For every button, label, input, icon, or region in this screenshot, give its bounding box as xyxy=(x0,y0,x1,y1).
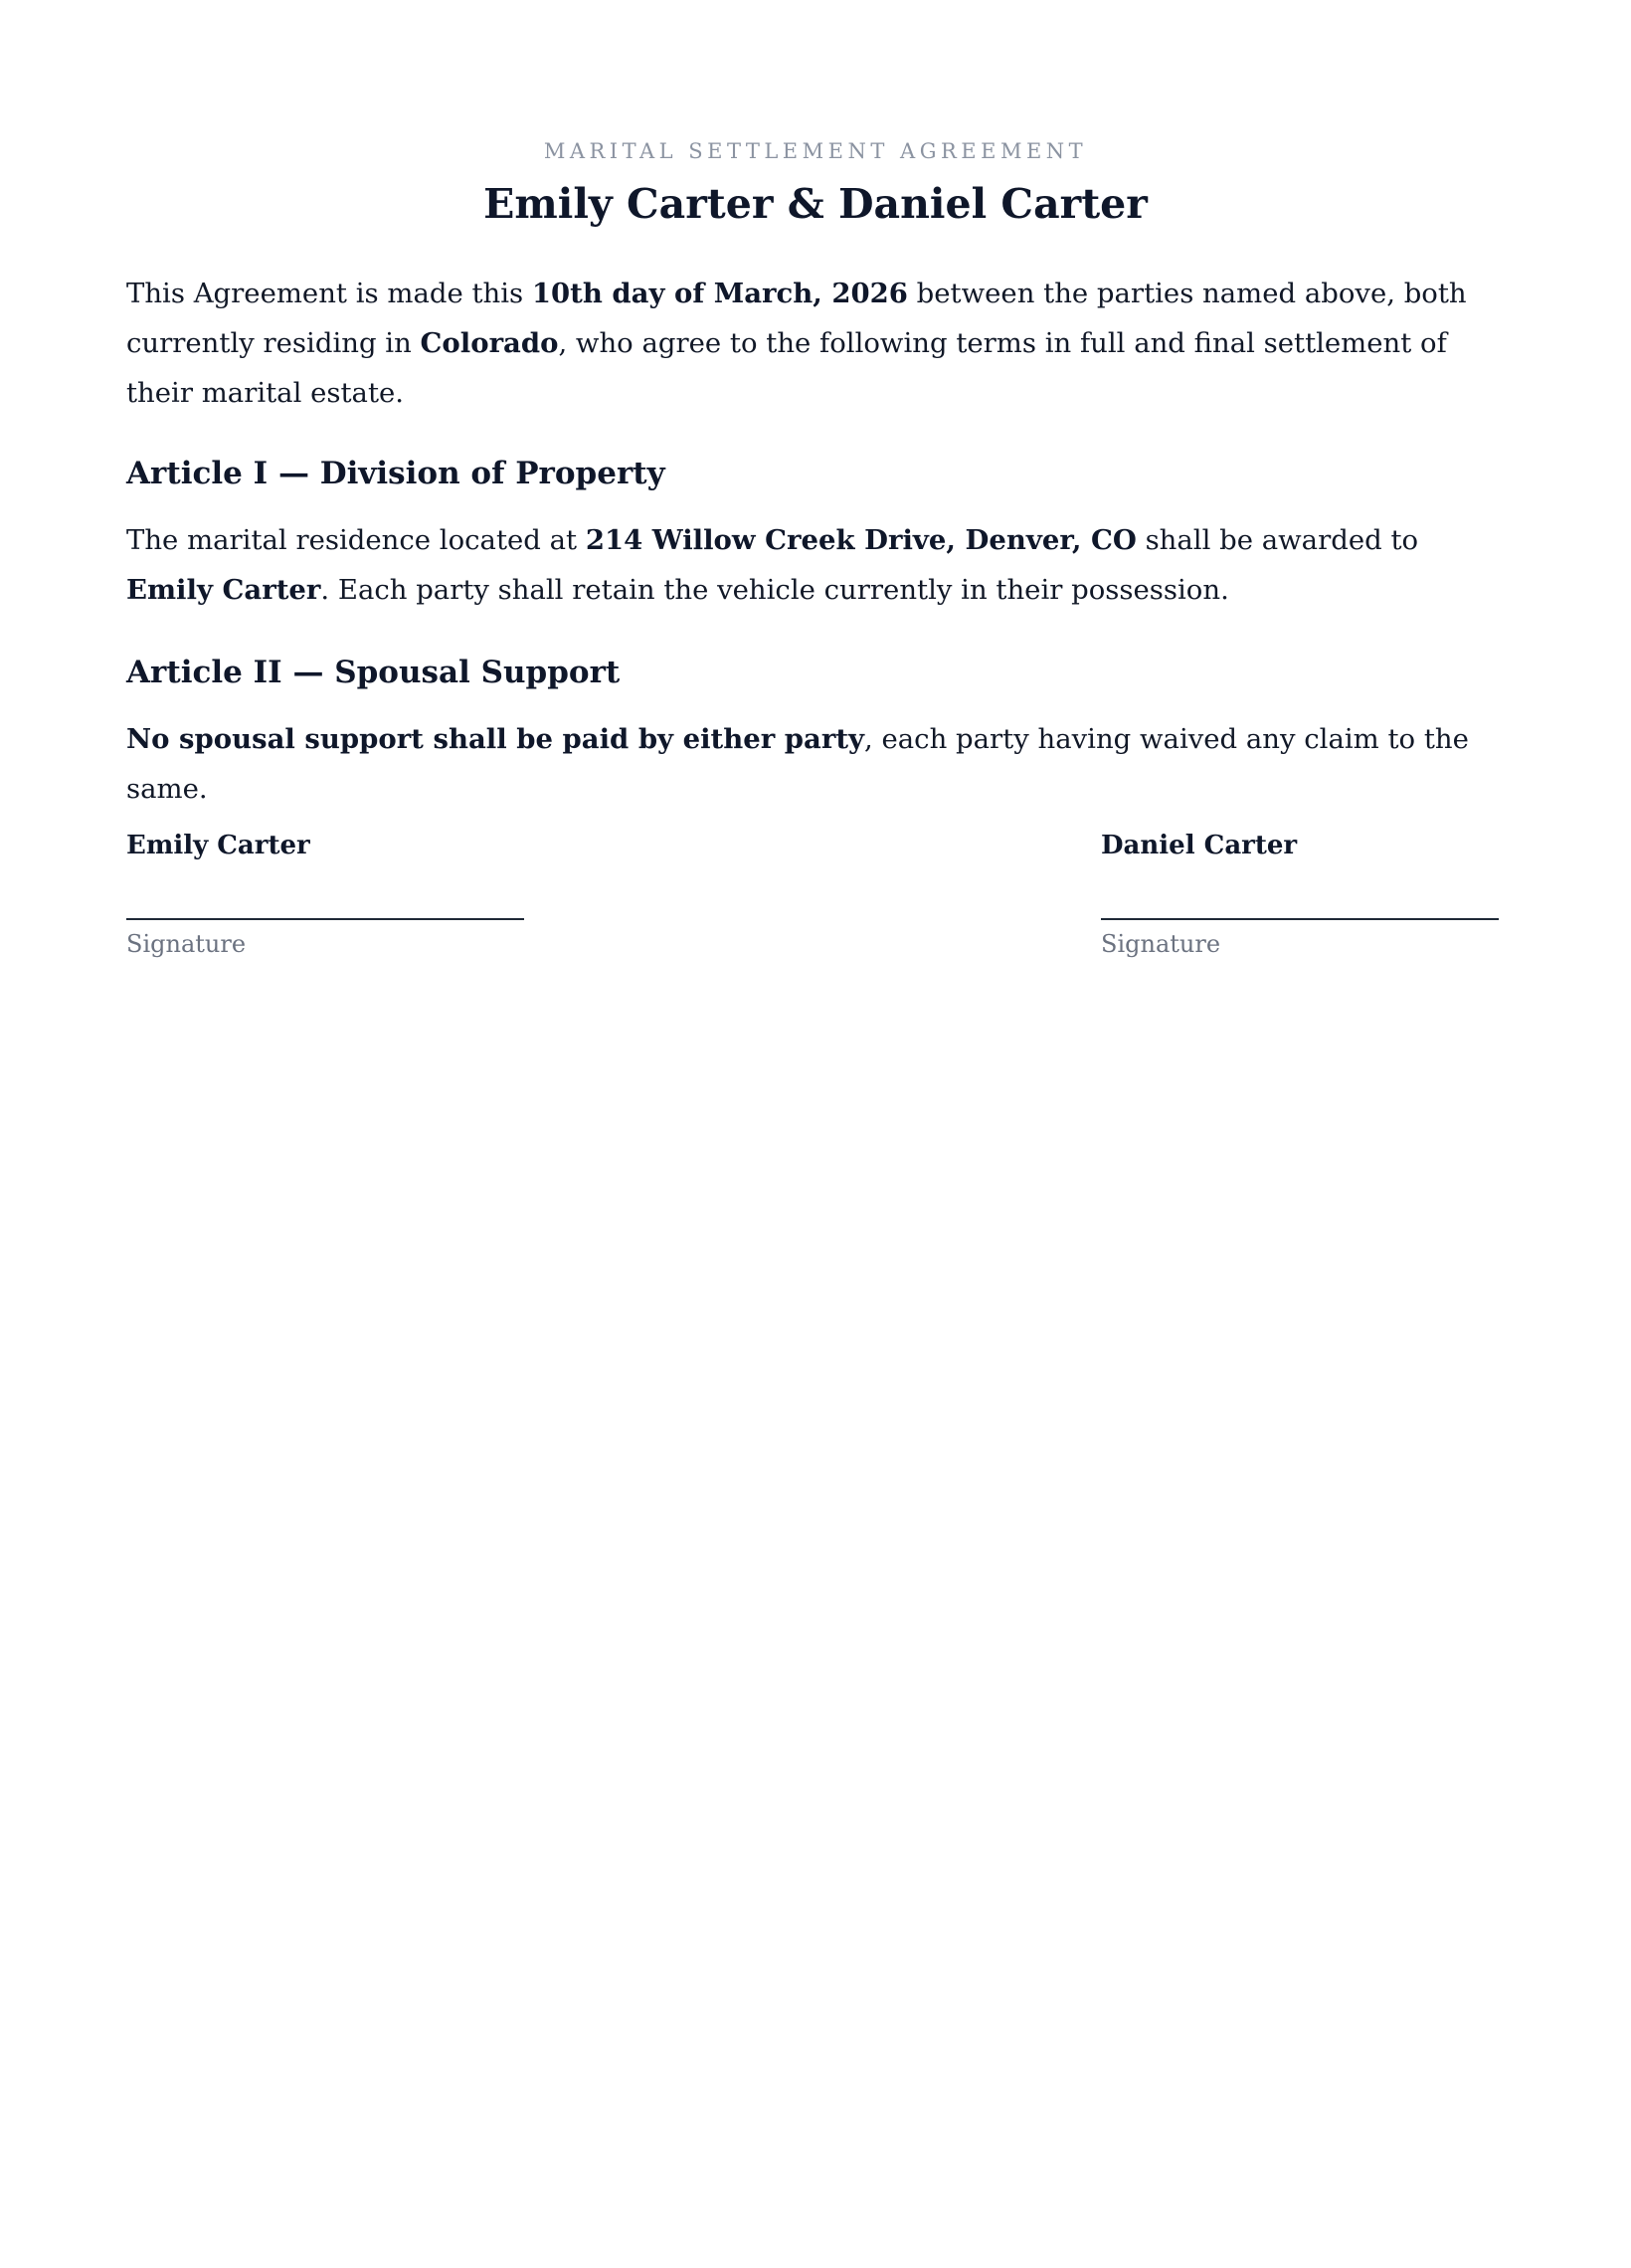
party-2-signature-label: Signature xyxy=(1101,930,1221,958)
article-1-text-2: shall be awarded to xyxy=(1136,524,1419,556)
party-2-signature-line[interactable] xyxy=(1101,918,1499,920)
party-1-signature-line[interactable] xyxy=(126,918,524,920)
article-2-paragraph xyxy=(126,714,1505,814)
article-1-paragraph xyxy=(126,515,1505,615)
article-1-text-3: . Each party shall retain the vehicle currently in their possession. xyxy=(320,574,1229,606)
signature-block-party-1 xyxy=(126,828,524,960)
party-1-name: Emily Carter xyxy=(126,831,310,860)
article-1-text-1: The marital residence located at xyxy=(126,524,586,556)
article-1-heading: Article I — Division of Property xyxy=(126,456,665,491)
signature-block-party-2 xyxy=(1101,828,1499,960)
intro-text-1: This Agreement is made this xyxy=(126,278,532,309)
intro-text-2: between the parties named above, both currently residing in xyxy=(126,278,1467,359)
party-2-name: Daniel Carter xyxy=(1101,831,1298,860)
agreement-date: 10th day of March, 2026 xyxy=(531,278,908,309)
intro-text-3: , who agree to the following terms in full and final settlement of their marital estate. xyxy=(126,327,1447,409)
document-title: Emily Carter & Daniel Carter xyxy=(483,180,1148,228)
residence-state: Colorado xyxy=(420,327,559,359)
awardee-name: Emily Carter xyxy=(126,574,321,606)
signature-section xyxy=(126,828,1505,987)
article-2-heading: Article II — Spousal Support xyxy=(126,655,621,690)
spousal-support-term: No spousal support shall be paid by either party xyxy=(126,723,865,755)
residence-address: 214 Willow Creek Drive, Denver, CO xyxy=(585,524,1137,556)
article-2-text-1: , each party having waived any claim to the same. xyxy=(126,723,1469,805)
intro-paragraph xyxy=(126,269,1505,418)
party-1-signature-label: Signature xyxy=(126,930,247,958)
document-type-label: MARITAL SETTLEMENT AGREEMENT xyxy=(543,139,1088,163)
